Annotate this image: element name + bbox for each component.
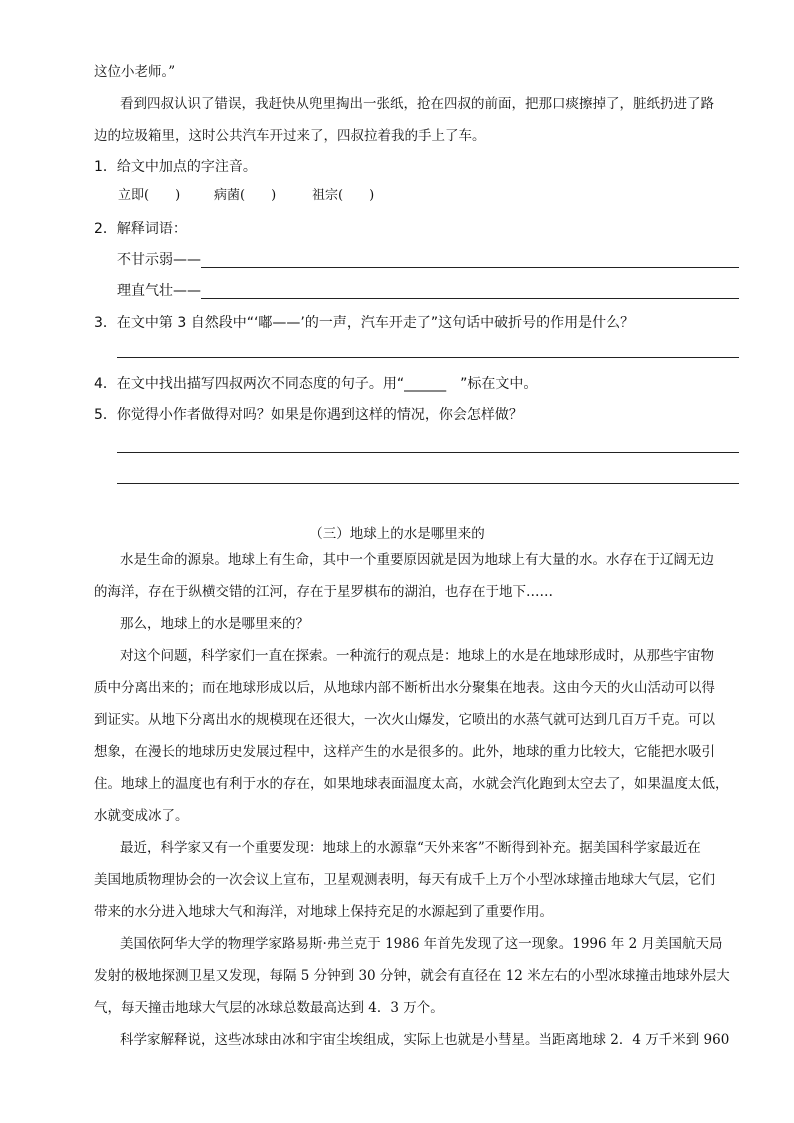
passage-line: 的海洋，存在于纵横交错的江河，存在于星罗棋布的湖泊，也存在于地下…… [94, 584, 553, 600]
story-closing-line: 这位小老师。” [94, 64, 176, 80]
word-label: 不甘示弱—— [117, 252, 201, 268]
passage-line: 科学家解释说，这些冰球由冰和宇宙尘埃组成，实际上也就是小彗星。当距离地球 2．4 万千米到 960 [120, 1032, 730, 1048]
passage-line: 住。地球上的温度也有利于水的存在，如果地球表面温度太高，水就会汽化跑到太空去了，如果温度太低， [94, 776, 729, 792]
pinyin-item-liji[interactable]: 立即( ) [118, 188, 181, 203]
question-5-prompt: 5．你觉得小作者做得对吗？如果是你遇到这样的情况，你会怎样做？ [94, 407, 523, 423]
passage-line: 水就变成冰了。 [94, 808, 189, 824]
story-paragraph-line: 边的垃圾箱里，这时公共汽车开过来了，四叔拉着我的手上了车。 [94, 128, 486, 144]
answer-line[interactable] [117, 357, 739, 358]
passage-line: 想象，在漫长的地球历史发展过程中，这样产生的水是很多的。此外，地球的重力比较大，它能把水吸引 [94, 744, 715, 760]
answer-line[interactable] [201, 267, 739, 268]
question-3-prompt: 3．在文中第 3 自然段中“‘嘟——’的一声，汽车开走了”这句话中破折号的作用是什么？ [94, 315, 635, 331]
passage-line: 美国依阿华大学的物理学家路易斯·弗兰克于 1986 年首先发现了这一现象。1996 年 2 月美国航天局 [120, 936, 723, 952]
answer-line[interactable] [117, 452, 739, 453]
passage-line: 带来的水分进入地球大气和海洋，对地球上保持充足的水源起到了重要作用。 [94, 904, 553, 920]
passage-line: 最近，科学家又有一个重要发现：地球上的水源靠“天外来客”不断得到补充。据美国科学家最近在 [120, 840, 701, 856]
word-explanation-row [117, 281, 739, 301]
passage-line: 水是生命的源泉。地球上有生命，其中一个重要原因就是因为地球上有大量的水。水存在于辽阔无边 [120, 552, 714, 568]
answer-line[interactable] [201, 298, 739, 299]
question-1-prompt: 1．给文中加点的字注音。 [94, 159, 257, 175]
word-label: 理直气壮—— [117, 283, 201, 299]
story-paragraph-line: 看到四叔认识了错误，我赶快从兜里掏出一张纸，抢在四叔的前面，把那口痰擦掉了，脏纸扔进了路 [120, 96, 714, 112]
passage-line: 发射的极地探测卫星又发现，每隔 5 分钟到 30 分钟，就会有直径在 12 米左右的小型冰球撞击地球外层大 [94, 968, 730, 984]
pinyin-item-bingjun[interactable]: 病菌( ) [214, 188, 277, 203]
pinyin-item-zuzong[interactable]: 祖宗( ) [312, 188, 375, 203]
passage-line: 到证实。从地下分离出水的规模现在还很大，一次火山爆发，它喷出的水蒸气就可达到几百万千克。可以 [94, 712, 715, 728]
section-title: （三）地球上的水是哪里来的 [309, 526, 485, 542]
passage-line: 那么，地球上的水是哪里来的？ [120, 616, 309, 632]
question-2-prompt: 2．解释词语： [94, 221, 187, 237]
passage-line: 对这个问题，科学家们一直在探索。一种流行的观点是：地球上的水是在地球形成时，从那些宇宙物 [120, 648, 714, 664]
question-4-prompt: 4．在文中找出描写四叔两次不同态度的句子。用“______ ”标在文中。 [94, 376, 538, 392]
passage-line: 质中分离出来的；而在地球形成以后，从地球内部不断析出水分聚集在地表。这由今天的火山活动可以得 [94, 680, 715, 696]
answer-line[interactable] [117, 483, 739, 484]
passage-line: 美国地质物理协会的一次会议上宣布，卫星观测表明，每天有成千上万个小型冰球撞击地球大气层，它们 [94, 872, 715, 888]
passage-line: 气，每天撞击地球大气层的冰球总数最高达到 4．3 万个。 [94, 1000, 444, 1016]
word-explanation-row [117, 250, 739, 270]
